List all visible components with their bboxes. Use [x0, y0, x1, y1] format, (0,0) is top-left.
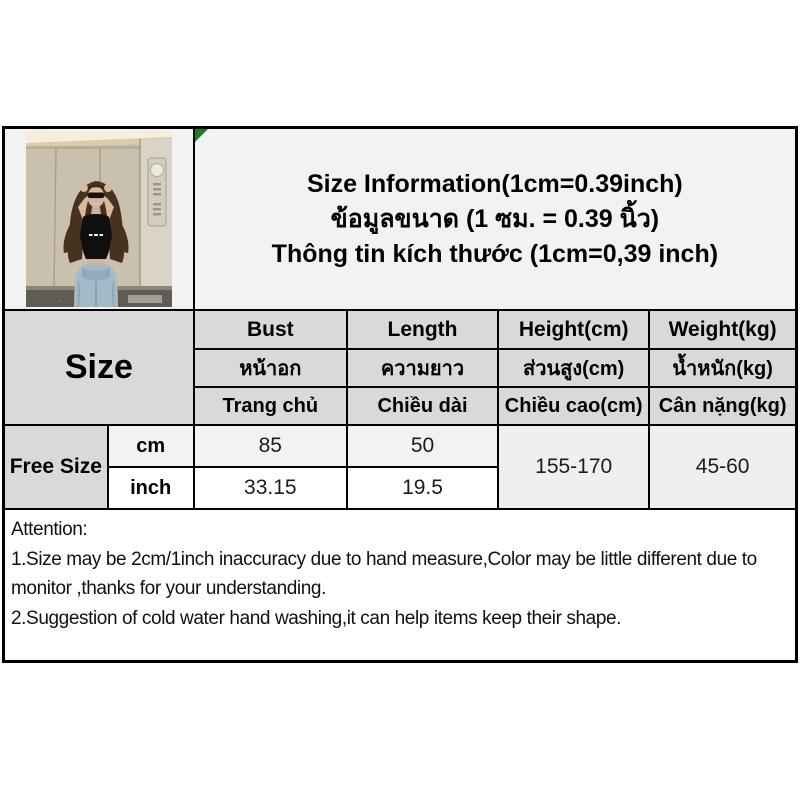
header-weight-th: น้ำหนัก(kg) [649, 349, 796, 387]
weight-range-value: 45-60 [649, 425, 796, 509]
header-bust-vi: Trang chủ [194, 387, 347, 425]
free-size-cell: Free Size [4, 425, 108, 509]
header-row-en [4, 310, 797, 349]
elevator-panel-icon [148, 158, 166, 226]
bust-inch-value: 33.15 [194, 467, 347, 509]
header-bust-th: หน้าอก [194, 349, 347, 387]
header-length-en: Length [347, 310, 498, 349]
header-length-th: ความยาว [347, 349, 498, 387]
header-length-vi: Chiều dài [347, 387, 498, 425]
sunglasses-icon [87, 193, 104, 199]
cell-flag-icon [195, 129, 208, 142]
title-en: Size Information(1cm=0.39inch) [306, 169, 683, 198]
title-vi: Thông tin kích thước (1cm=0,39 inch) [271, 239, 719, 268]
attention-heading: Attention: [11, 519, 88, 540]
photo-watermark [128, 295, 162, 303]
length-inch-value: 19.5 [347, 467, 498, 509]
product-photo-cell [4, 128, 194, 311]
attention-note-1: 1.Size may be 2cm/1inch inaccuracy due to hand measure,Color may be little different due to monitor ,thanks for your understanding. [11, 548, 757, 599]
bust-cm-value: 85 [194, 425, 347, 467]
unit-cm-cell: cm [108, 425, 194, 467]
data-row-cm [4, 425, 797, 467]
length-cm-value: 50 [347, 425, 498, 467]
size-chart-sheet [2, 126, 798, 663]
header-height-en: Height(cm) [498, 310, 649, 349]
title-cell [194, 128, 797, 311]
size-label-cell: Size [4, 310, 194, 425]
attention-cell [4, 509, 797, 661]
height-range-value: 155-170 [498, 425, 649, 509]
title-row [4, 128, 797, 311]
title-th: ข้อมูลขนาด (1 ซม. = 0.39 นิ้ว) [330, 204, 660, 233]
attention-row [4, 509, 797, 661]
attention-note-2: 2.Suggestion of cold water hand washing,it can help items keep their shape. [11, 607, 622, 629]
header-height-vi: Chiều cao(cm) [498, 387, 649, 425]
header-bust-en: Bust [194, 310, 347, 349]
header-weight-vi: Cân nặng(kg) [649, 387, 796, 425]
header-weight-en: Weight(kg) [649, 310, 796, 349]
product-photo [26, 131, 172, 307]
size-chart-table [2, 126, 798, 663]
unit-inch-cell: inch [108, 467, 194, 509]
header-height-th: ส่วนสูง(cm) [498, 349, 649, 387]
